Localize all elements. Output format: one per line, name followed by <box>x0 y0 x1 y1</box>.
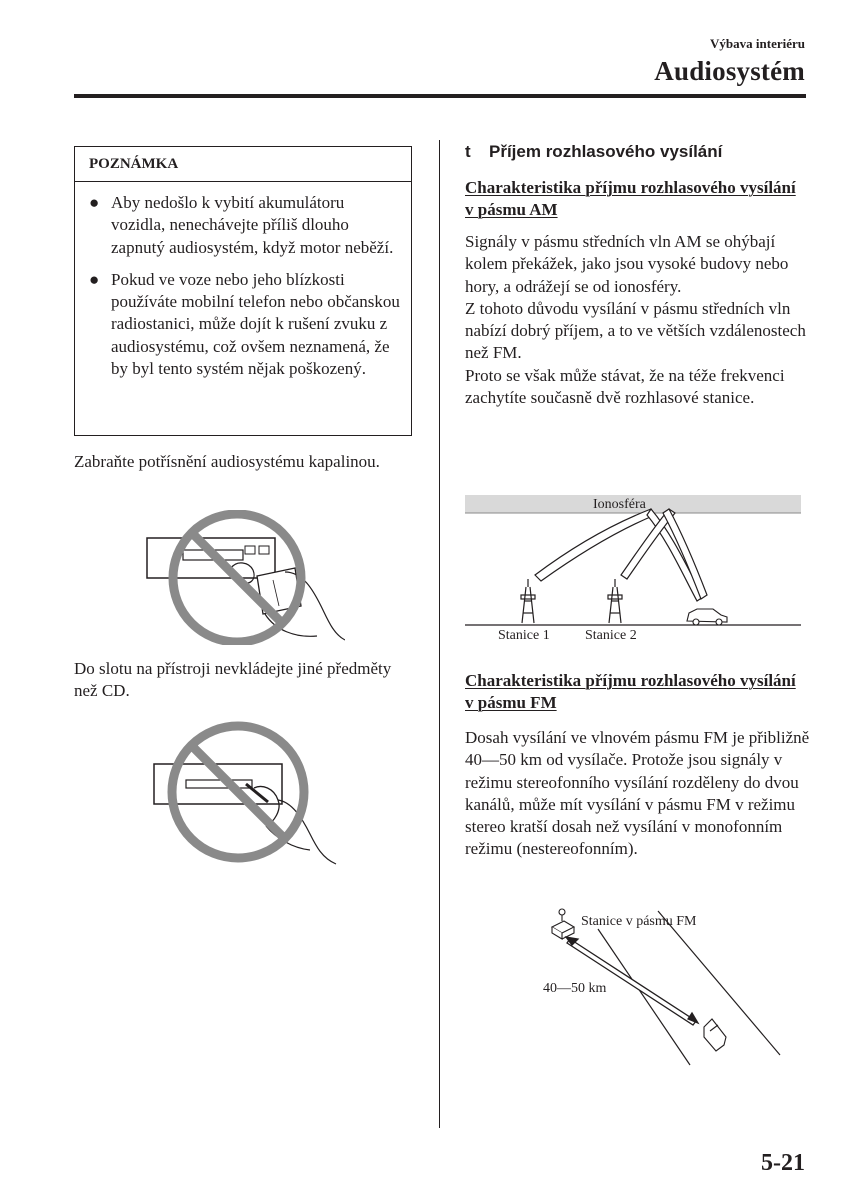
note-box <box>74 146 412 436</box>
note-item-text: Pokud ve voze nebo jeho blízkosti používáte mobilní telefon nebo občanskou radiostanici, může dojít k rušení zvuku z audiosystému, což ovšem neznamená, že by byl tento systém nějak poškozený. <box>111 269 400 379</box>
reception-section-heading <box>465 142 722 162</box>
station-1-label: Stanice 1 <box>498 628 550 643</box>
fm-station-label: Stanice v pásmu FM <box>581 914 697 929</box>
note-item <box>89 269 401 380</box>
am-heading: Charakteristika příjmu rozhlasového vysílání v pásmu AM <box>465 178 796 219</box>
liquid-warning-text: Zabraňte potřísnění audiosystému kapalinou. <box>74 452 380 471</box>
fm-text: Dosah vysílání ve vlnovém pásmu FM je přibližně 40―50 km od vysílače. Protože jsou signály v režimu stereofonního vysílání rozděleny do dvou kanálů, může mít vysílání v pásmu FM v režimu stereo kratší dosah než vysílání v monofonním režimu (nestereofonním). <box>465 728 810 859</box>
note-item-text: Aby nedošlo k vybití akumulátoru vozidla, nenechávejte příliš dlouho zapnutý audiosystém, když motor neběží. <box>111 193 394 257</box>
note-item <box>89 192 401 259</box>
reception-section-heading-text: Příjem rozhlasového vysílání <box>489 142 723 161</box>
fm-distance-label: 40—50 km <box>543 981 607 996</box>
station-2-label: Stanice 2 <box>585 628 637 643</box>
no-liquid-illustration <box>145 510 345 645</box>
cd-slot-warning-text: Do slotu na přístroji nevkládejte jiné předměty než CD. <box>74 659 392 701</box>
header-rule <box>74 94 806 98</box>
column-divider <box>439 140 440 1128</box>
no-foreign-object-illustration <box>150 718 350 868</box>
page-number: 5-21 <box>761 1150 805 1176</box>
fm-car-icon <box>704 1019 726 1051</box>
page-title: Audiosystém <box>654 56 805 86</box>
fm-heading: Charakteristika příjmu rozhlasového vysílání v pásmu FM <box>465 671 796 712</box>
am-reception-diagram <box>465 495 801 650</box>
header-section-label: Výbava interiéru <box>710 36 805 51</box>
bullet-icon: ● <box>89 193 100 212</box>
car-icon <box>687 609 727 625</box>
fm-station-icon <box>552 909 574 939</box>
note-heading: POZNÁMKA <box>75 147 411 182</box>
station-2-tower-icon <box>608 579 622 623</box>
section-marker-icon: t <box>465 142 471 161</box>
ionosphere-label: Ionosféra <box>593 497 646 512</box>
note-list <box>75 182 411 380</box>
station-1-tower-icon <box>521 579 535 623</box>
am-text: Signály v pásmu středních vln AM se ohýbají kolem překážek, jako jsou vysoké budovy nebo hory, a odrážejí se od ionosféry. Z tohoto důvodu vysílání v pásmu středních vln nabízí dobrý příjem, a to ve větších vzdálenostech než FM. Proto se však může stávat, že na téže frekvenci zachytíte současně dvě rozhlasové stanice. <box>465 232 806 408</box>
bullet-icon: ● <box>89 269 100 289</box>
